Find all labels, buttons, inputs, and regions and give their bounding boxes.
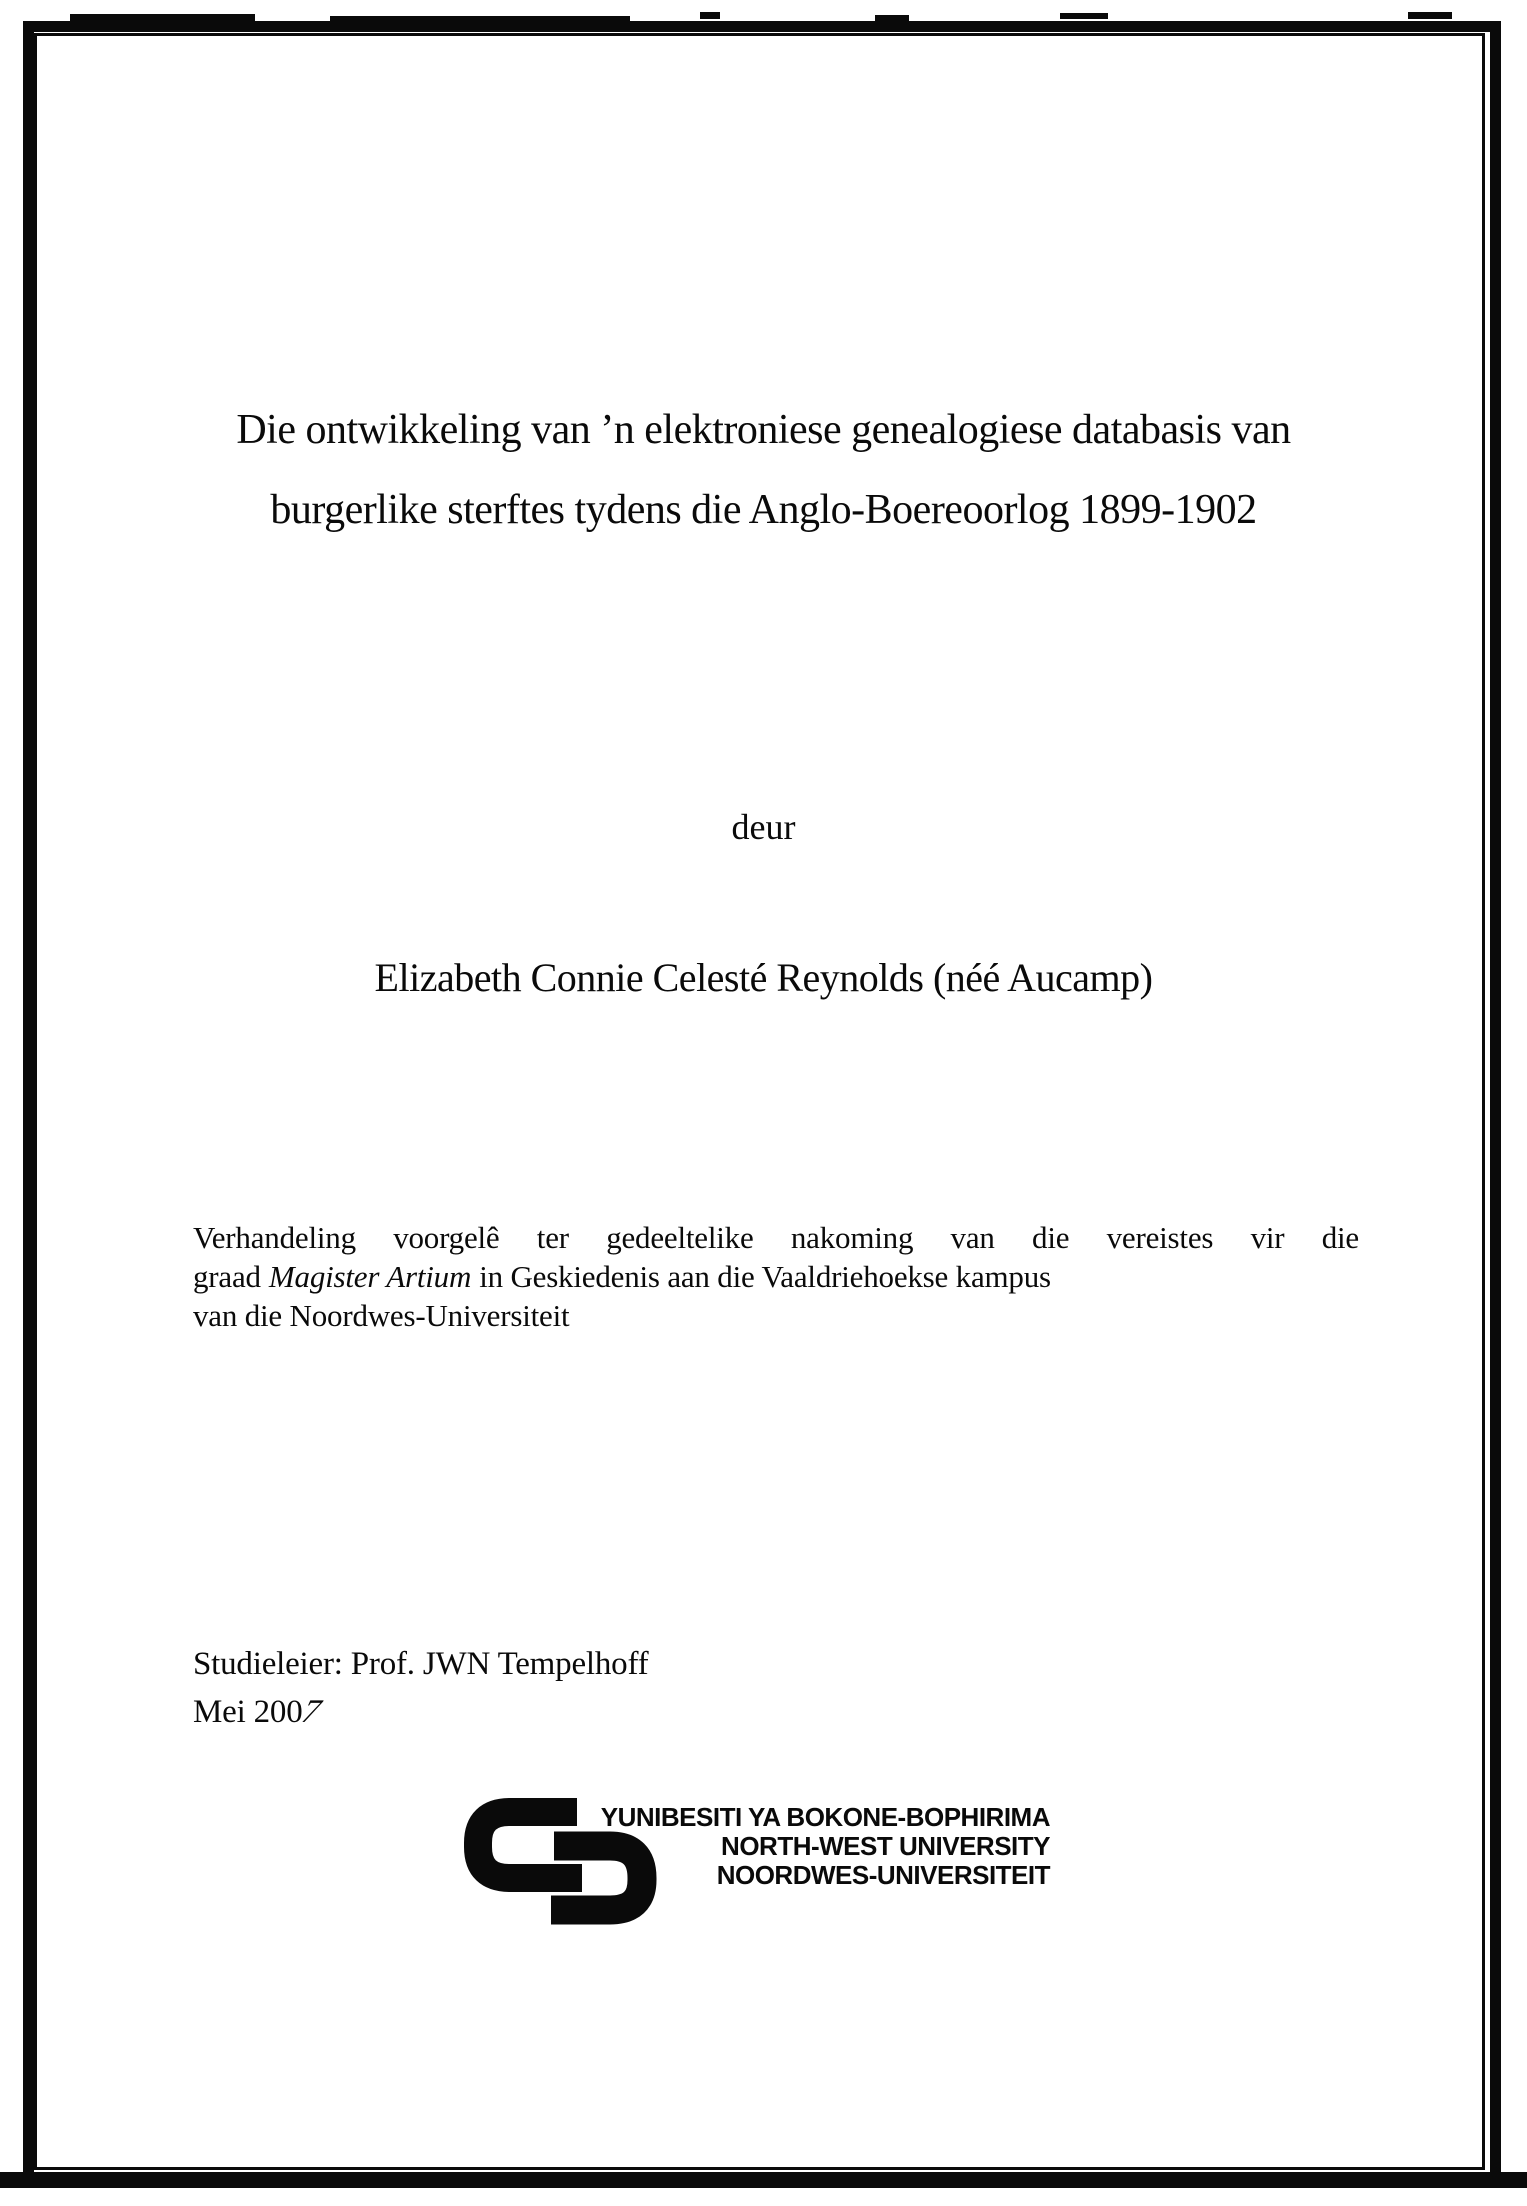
- scan-noise: [700, 12, 720, 19]
- nwu-logo-line-setswana: YUNIBESITI YA BOKONE-BOPHIRIMA: [600, 1802, 1050, 1832]
- declaration-line-3: van die Noordwes-Universiteit: [193, 1298, 570, 1333]
- scan-noise: [70, 14, 255, 21]
- declaration-line-2-pre: graad: [193, 1259, 261, 1294]
- date-line-text: Mei 200: [193, 1694, 303, 1730]
- scan-bottom-edge: [0, 2172, 1527, 2188]
- nwu-logo-line-english: NORTH-WEST UNIVERSITY: [721, 1831, 1050, 1861]
- degree-declaration: [193, 1218, 1359, 1335]
- nwu-logo-line-afrikaans: NOORDWES-UNIVERSITEIT: [716, 1860, 1050, 1890]
- degree-name-italic: Magister Artium: [268, 1259, 472, 1294]
- author-name: Elizabeth Connie Celesté Reynolds (néé Aucamp): [374, 955, 1153, 1000]
- scan-noise: [1060, 13, 1108, 19]
- thesis-title: [110, 390, 1417, 550]
- byline-label: deur: [731, 807, 796, 847]
- thesis-title-line-2: burgerlike sterftes tydens die Anglo-Boereoorlog 1899-1902: [270, 487, 1257, 533]
- supervisor-line: Studieleier: Prof. JWN Tempelhoff: [193, 1646, 649, 1682]
- nwu-logo-text: [588, 1803, 1050, 1890]
- thesis-title-line-1: Die ontwikkeling van ’n elektroniese genealogiese databasis van: [236, 407, 1291, 453]
- supervisor-block: [193, 1640, 648, 1736]
- declaration-line-1: Verhandeling voorgelê ter gedeeltelike nakoming van die vereistes vir die: [193, 1220, 1359, 1255]
- declaration-line-2: [193, 1257, 1359, 1296]
- date-line-last-digit: 7: [294, 1694, 327, 1730]
- scan-noise: [1408, 12, 1452, 19]
- declaration-line-2-post: in Geskiedenis aan die Vaaldriehoekse kampus: [479, 1259, 1051, 1294]
- date-line: [193, 1688, 648, 1736]
